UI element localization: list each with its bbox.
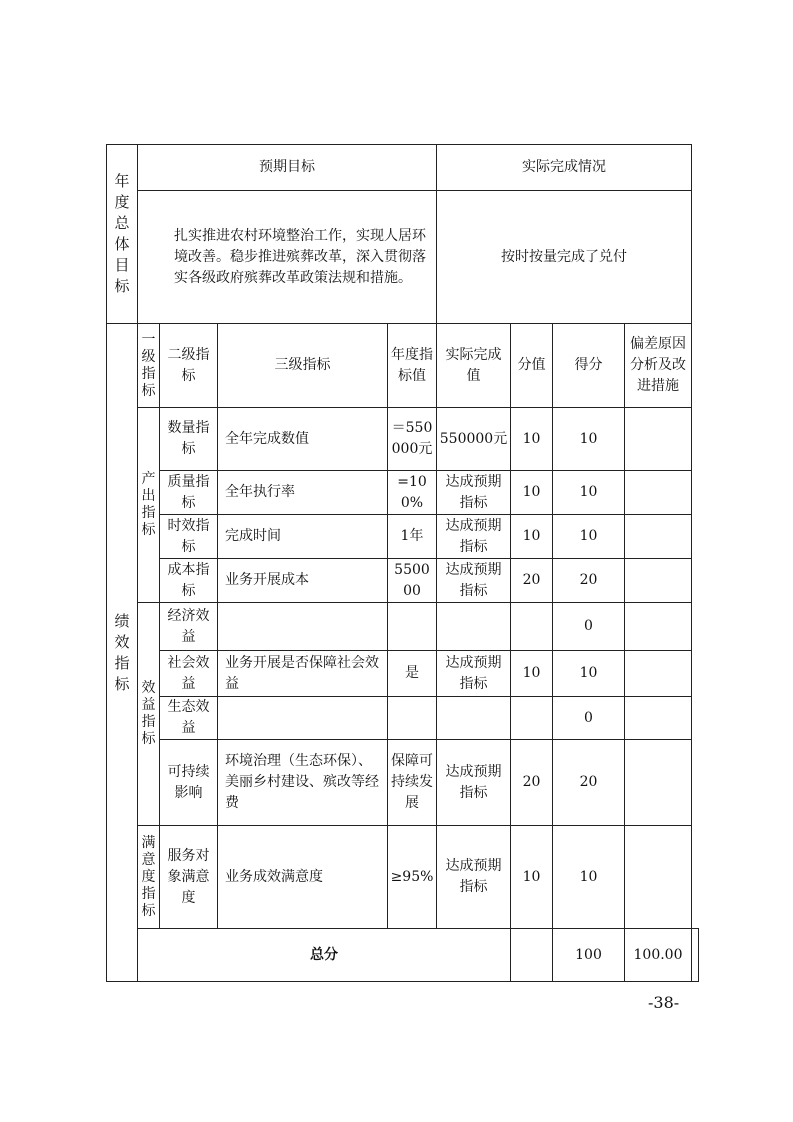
target-cell: 1年 [388,515,437,559]
table-row [107,697,699,740]
level3-cell: 业务开展是否保障社会效益 [218,651,388,697]
perf-label: 绩效指标 [114,611,130,693]
note-cell [625,603,692,651]
target-cell [388,603,437,651]
actual-cell: 达成预期指标 [437,559,511,603]
target-cell: =100% [388,471,437,515]
weight-cell: 10 [511,515,553,559]
level1-cell: 效益指标 [138,603,160,826]
header-deviation: 偏差原因分析及改进措施 [625,324,692,408]
target-cell: 保障可持续发展 [388,740,437,826]
note-cell [625,515,692,559]
weight-cell [511,697,553,740]
actual-cell: 达成预期指标 [437,651,511,697]
level2-cell: 可持续影响 [160,740,218,826]
level1-cell: 产出指标 [138,408,160,603]
level2-cell: 质量指标 [160,471,218,515]
header-level2: 二级指标 [160,324,218,408]
level3-cell: 全年执行率 [218,471,388,515]
performance-table [106,144,699,982]
level3-cell: 业务开展成本 [218,559,388,603]
header-level3: 三级指标 [218,324,388,408]
actual-cell: 达成预期指标 [437,515,511,559]
level3-cell: 全年完成数值 [218,408,388,471]
annual-goal-label-cell [107,145,138,324]
level3-cell: 完成时间 [218,515,388,559]
level2-cell: 经济效益 [160,603,218,651]
score-cell: 20 [553,559,625,603]
level2-cell: 数量指标 [160,408,218,471]
note-cell [625,559,692,603]
score-cell: 10 [553,826,625,929]
total-row [107,929,699,982]
header-annual-value: 年度指标值 [388,324,437,408]
actual-completion-header: 实际完成情况 [437,145,692,191]
table-row [107,408,699,471]
table-row [107,559,699,603]
level2-cell: 时效指标 [160,515,218,559]
note-cell [625,651,692,697]
weight-cell: 10 [511,651,553,697]
level1-cell: 满意度指标 [138,826,160,929]
level3-cell [218,603,388,651]
weight-cell: 10 [511,826,553,929]
score-cell: 10 [553,651,625,697]
weight-cell: 20 [511,740,553,826]
level3-cell: 环境治理（生态环保）、美丽乡村建设、殡改等经费 [218,740,388,826]
total-score: 100.00 [625,929,692,982]
actual-cell [437,697,511,740]
annual-goal-label: 年度总体目标 [114,172,130,295]
target-cell: 是 [388,651,437,697]
note-cell [625,740,692,826]
total-actual [511,929,553,982]
table-row [107,515,699,559]
weight-cell [511,603,553,651]
note-cell [625,408,692,471]
actual-cell: 达成预期指标 [437,740,511,826]
table-row [107,740,699,826]
table-row [107,826,699,929]
score-cell: 10 [553,408,625,471]
level2-cell: 服务对象满意度 [160,826,218,929]
target-cell: ＝550000元 [388,408,437,471]
score-cell: 10 [553,515,625,559]
level3-cell: 业务成效满意度 [218,826,388,929]
actual-cell: 550000元 [437,408,511,471]
level2-cell: 生态效益 [160,697,218,740]
weight-cell: 10 [511,471,553,515]
total-label: 总分 [138,929,511,982]
score-cell: 0 [553,697,625,740]
note-cell [625,471,692,515]
table-row [107,651,699,697]
target-cell: ≥95% [388,826,437,929]
level3-cell [218,697,388,740]
header-level1: 一级指标 [138,324,160,408]
actual-completion-text: 按时按量完成了兑付 [437,191,692,324]
actual-cell: 达成预期指标 [437,826,511,929]
header-actual-value: 实际完成值 [437,324,511,408]
note-cell [625,697,692,740]
actual-cell: 达成预期指标 [437,471,511,515]
actual-cell [437,603,511,651]
score-cell: 0 [553,603,625,651]
perf-label-cell [107,324,138,982]
page-number: -38- [648,993,680,1012]
total-weight: 100 [553,929,625,982]
header-score-value: 分值 [511,324,553,408]
weight-cell: 10 [511,408,553,471]
level2-cell: 成本指标 [160,559,218,603]
header-score: 得分 [553,324,625,408]
note-cell [625,826,692,929]
table-row [107,471,699,515]
level2-cell: 社会效益 [160,651,218,697]
table-row [107,603,699,651]
total-note [692,929,699,982]
target-cell: 550000 [388,559,437,603]
score-cell: 10 [553,471,625,515]
target-cell [388,697,437,740]
weight-cell: 20 [511,559,553,603]
score-cell: 20 [553,740,625,826]
expected-goal-header: 预期目标 [138,145,437,191]
expected-goal-text: 扎实推进农村环境整治工作，实现人居环境改善。稳步推进殡葬改革，深入贯彻落实各级政府殡葬改革政策法规和措施。 [138,191,437,324]
